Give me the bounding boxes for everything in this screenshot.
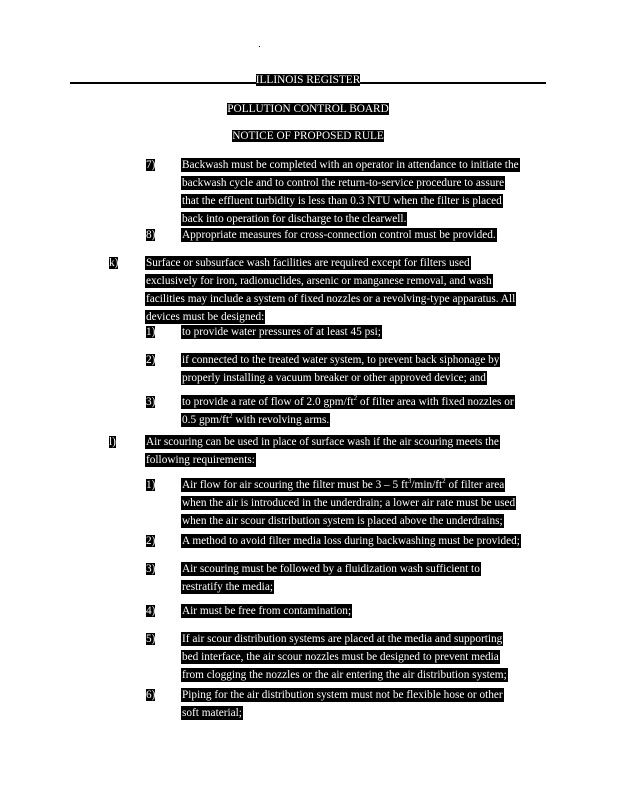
text-line: that the effluent turbidity is less than 0.3 NTU when the filter is placed	[182, 195, 502, 207]
item-text	[181, 155, 520, 227]
item-text	[181, 475, 516, 529]
text-line: Air scouring can be used in place of surface wash if the air scouring meets the	[146, 436, 499, 448]
text-line: Backwash must be completed with an operator in attendance to initiate the	[182, 159, 519, 171]
register-title: ILLINOIS REGISTER	[255, 74, 361, 86]
text-line: bed interface, the air scour nozzles must be designed to prevent media	[182, 651, 499, 663]
item-label: 7)	[146, 159, 156, 171]
item-label: 6)	[146, 689, 156, 701]
item-label: 1)	[146, 479, 156, 491]
item-text	[181, 629, 508, 683]
item-text	[181, 350, 500, 386]
item-text	[181, 601, 352, 619]
item-text	[181, 559, 481, 595]
item-text	[181, 531, 521, 549]
text-line: back into operation for discharge to the clearwell.	[182, 213, 407, 225]
item-text	[145, 432, 500, 468]
item-label: 2)	[146, 535, 156, 547]
notice-header	[70, 126, 546, 144]
text-line: if connected to the treated water system, to prevent back siphonage by	[182, 354, 500, 366]
item-label: 2)	[146, 354, 156, 366]
text-line: restratify the media;	[182, 581, 273, 593]
item-text	[181, 392, 515, 428]
register-header	[70, 70, 546, 88]
text-line: when the air scour distribution system is placed above the underdrains;	[182, 515, 503, 527]
text-line: from clogging the nozzles or the air entering the air distribution system;	[182, 669, 507, 681]
notice-title: NOTICE OF PROPOSED RULE	[232, 130, 384, 142]
text-line: Appropriate measures for cross-connection control must be provided.	[182, 229, 496, 241]
text-line: facilities may include a system of fixed nozzles or a revolving-type apparatus. All	[146, 293, 516, 305]
item-label: 3)	[146, 396, 156, 408]
item-label: 1)	[146, 326, 156, 338]
text-line: Air scouring must be followed by a fluidization wash sufficient to	[182, 563, 480, 575]
item-text	[145, 253, 516, 325]
board-title: POLLUTION CONTROL BOARD	[227, 103, 389, 115]
item-label: 5)	[146, 633, 156, 645]
text-line: Air flow for air scouring the filter must be 3 – 5 $ft^3/\min/ft^2$ of filter area	[182, 477, 505, 491]
text-line: to provide a rate of flow of 2.0 gpm/$ft^2$ of filter area with fixed nozzles or	[182, 394, 514, 408]
item-label: 8)	[146, 229, 156, 241]
text-line: backwash cycle and to control the return-to-service procedure to assure	[182, 177, 505, 189]
text-line: exclusively for iron, radionuclides, arsenic or manganese removal, and wash	[146, 275, 492, 287]
item-label: 4)	[146, 605, 156, 617]
item-text	[181, 685, 504, 721]
text-line: following requirements:	[146, 454, 255, 466]
text-line: to provide water pressures of at least 45 psi;	[182, 326, 381, 338]
item-label: l)	[109, 436, 116, 448]
speck-mark	[259, 46, 260, 47]
item-label: 3)	[146, 563, 156, 575]
text-line: Piping for the air distribution system must not be flexible hose or other	[182, 689, 503, 701]
item-text	[181, 225, 497, 243]
text-line: Surface or subsurface wash facilities are required except for filters used	[146, 257, 470, 269]
text-line: Air must be free from contamination;	[182, 605, 352, 617]
board-header	[70, 99, 546, 117]
text-line: properly installing a vacuum breaker or other approved device; and	[182, 372, 486, 384]
text-line: 0.5 gpm/$ft^2$ with revolving arms.	[182, 412, 330, 426]
text-line: devices must be designed:	[146, 311, 265, 323]
item-label: k)	[109, 257, 119, 269]
item-text	[181, 322, 382, 340]
text-line: soft material;	[182, 707, 242, 719]
text-line: A method to avoid filter media loss during backwashing must be provided;	[182, 535, 520, 547]
text-line: when the air is introduced in the underdrain; a lower air rate must be used	[182, 497, 516, 509]
text-line: If air scour distribution systems are placed at the media and supporting	[182, 633, 503, 645]
